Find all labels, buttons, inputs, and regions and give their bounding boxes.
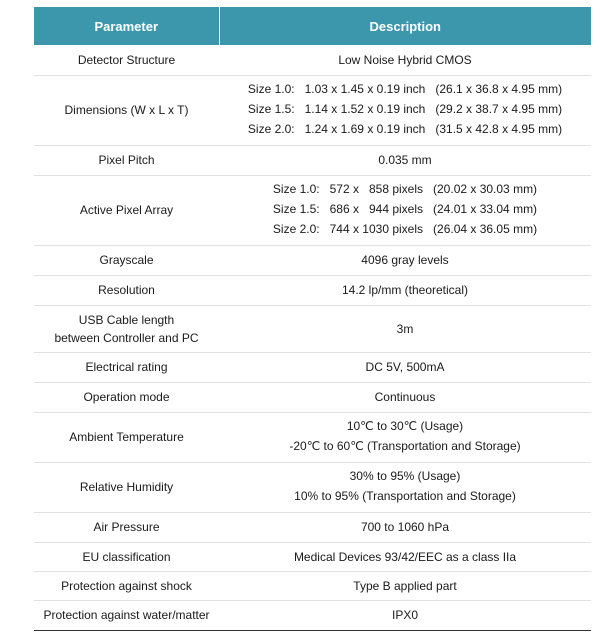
table-row <box>34 462 591 512</box>
parameter-cell <box>34 305 219 352</box>
table-header <box>34 7 591 45</box>
parameter-cell: Electrical rating <box>34 352 219 382</box>
parameter-cell: Resolution <box>34 275 219 305</box>
table-row <box>34 600 591 630</box>
table-row <box>34 352 591 382</box>
table-body <box>34 45 591 630</box>
description-cell: Type B applied part <box>219 571 591 600</box>
parameter-cell: Dimensions (W x L x T) <box>34 75 219 145</box>
parameter-cell: Relative Humidity <box>34 462 219 512</box>
description-line: Size 2.0: 1.24 x 1.69 x 0.19 inch (31.5 x 42.8 x 4.95 mm) <box>247 122 563 136</box>
description-line: 10% to 95% (Transportation and Storage) <box>294 489 516 503</box>
description-cell: 4096 gray levels <box>219 245 591 275</box>
description-line: Size 1.5: 1.14 x 1.52 x 0.19 inch (29.2 x 38.7 x 4.95 mm) <box>247 102 563 116</box>
parameter-cell: Ambient Temperature <box>34 412 219 462</box>
description-line: Size 2.0: 744 x 1030 pixels (26.04 x 36.05 mm) <box>272 222 538 236</box>
description-column-header: Description <box>219 7 591 45</box>
parameter-cell: Grayscale <box>34 245 219 275</box>
description-cell: 3m <box>219 305 591 352</box>
description-cell: Medical Devices 93/42/EEC as a class IIa <box>219 542 591 571</box>
description-cell: DC 5V, 500mA <box>219 352 591 382</box>
table-row <box>34 382 591 412</box>
description-line: Size 1.0: 1.03 x 1.45 x 0.19 inch (26.1 x 36.8 x 4.95 mm) <box>247 82 563 96</box>
description-line: -20℃ to 60℃ (Transportation and Storage) <box>289 439 521 453</box>
description-cell: Low Noise Hybrid CMOS <box>219 45 591 75</box>
parameter-line: between Controller and PC <box>54 330 199 345</box>
description-cell: 0.035 mm <box>219 145 591 175</box>
parameter-cell: Protection against shock <box>34 571 219 600</box>
table-row <box>34 542 591 571</box>
specification-table <box>34 7 591 631</box>
description-cell: IPX0 <box>219 600 591 630</box>
description-cell <box>219 175 591 245</box>
table-row <box>34 245 591 275</box>
parameter-line: USB Cable length <box>78 312 175 327</box>
table-row <box>34 412 591 462</box>
description-line: 30% to 95% (Usage) <box>349 469 461 483</box>
table-row <box>34 75 591 145</box>
table-row <box>34 305 591 352</box>
description-line: Size 1.5: 686 x 944 pixels (24.01 x 33.04 mm) <box>272 202 538 216</box>
description-cell: 700 to 1060 hPa <box>219 512 591 542</box>
table-row <box>34 512 591 542</box>
table-row <box>34 275 591 305</box>
description-cell: 14.2 lp/mm (theoretical) <box>219 275 591 305</box>
description-cell <box>219 75 591 145</box>
parameter-cell: Operation mode <box>34 382 219 412</box>
parameter-cell: Air Pressure <box>34 512 219 542</box>
parameter-column-header: Parameter <box>34 7 219 45</box>
parameter-cell: Detector Structure <box>34 45 219 75</box>
description-line: Size 1.0: 572 x 858 pixels (20.02 x 30.03 mm) <box>272 182 538 196</box>
parameter-cell: Protection against water/matter <box>34 600 219 630</box>
parameter-cell: Active Pixel Array <box>34 175 219 245</box>
description-cell: Continuous <box>219 382 591 412</box>
table-row <box>34 145 591 175</box>
description-cell <box>219 412 591 462</box>
table-row <box>34 175 591 245</box>
header-row <box>34 7 591 45</box>
table-row <box>34 45 591 75</box>
description-line: 10℃ to 30℃ (Usage) <box>346 419 464 433</box>
parameter-cell: Pixel Pitch <box>34 145 219 175</box>
description-cell <box>219 462 591 512</box>
table-row <box>34 571 591 600</box>
parameter-cell: EU classification <box>34 542 219 571</box>
